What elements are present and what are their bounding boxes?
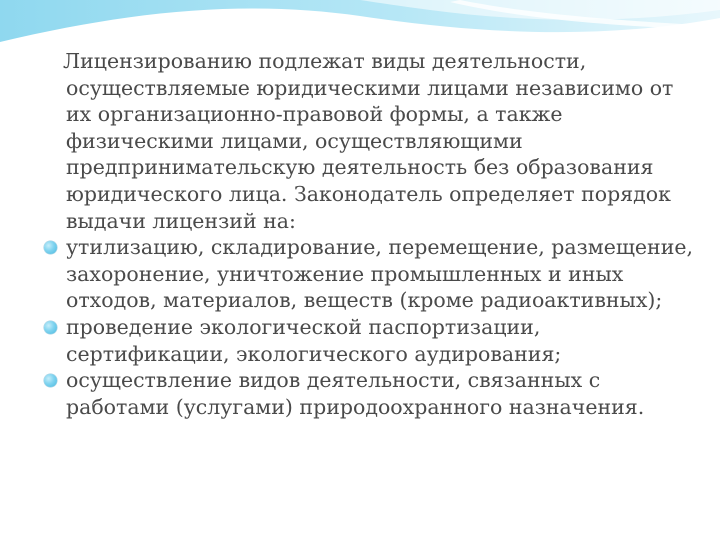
list-item-text: осуществление видов деятельности, связанных с работами (услугами) природоохранного назначения. — [66, 368, 645, 419]
license-list — [44, 234, 704, 420]
list-item — [44, 367, 704, 420]
circle-bullet-icon — [44, 374, 57, 387]
intro-paragraph: Лицензированию подлежат виды деятельности, осуществляемые юридическими лицами независимо от их организационно-правовой формы, а также физическими лицами, осуществляющими предпринимательскую деятельность без образования юридического лица. Законодатель определяет порядок выдачи лицензий на: — [63, 49, 674, 233]
list-item — [44, 314, 704, 367]
list-item-text: проведение экологической паспортизации, сертификации, экологического аудирования; — [66, 314, 562, 366]
list-item-text: утилизацию, складирование, перемещение, размещение, захоронение, уничтожение промышленных и иных отходов, материалов, веществ (кроме радиоактивных); — [66, 235, 694, 313]
slide-content — [44, 48, 704, 420]
list-item — [44, 234, 704, 314]
circle-bullet-icon — [44, 241, 57, 254]
circle-bullet-icon — [44, 321, 57, 334]
